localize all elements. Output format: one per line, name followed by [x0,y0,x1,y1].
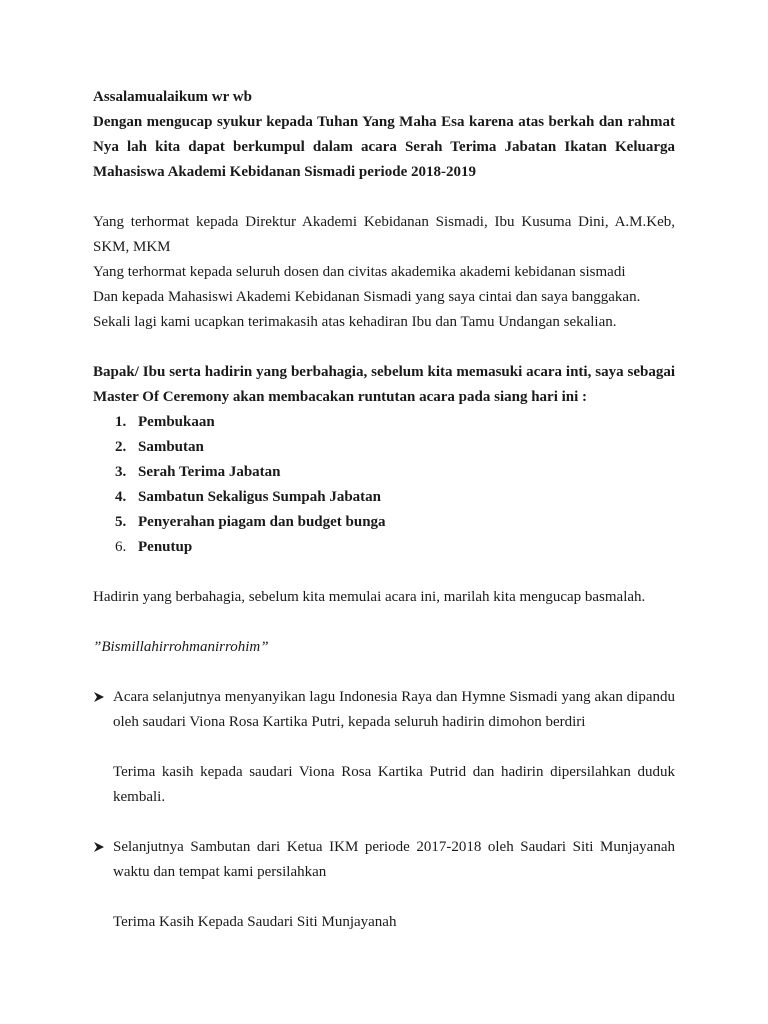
agenda-item-text: Serah Terima Jabatan [138,464,281,480]
thanks-text-2: Terima Kasih Kepada Saudari Siti Munjayanah [113,914,397,930]
agenda-item [93,435,675,460]
thanks-block-1 [93,760,675,810]
agenda-item [93,485,675,510]
agenda-intro: Bapak/ Ibu serta hadirin yang berbahagia, sebelum kita memasuki acara inti, saya sebagai Master Of Ceremony akan membacakan runtutan acara pada siang hari ini : [93,364,675,405]
agenda-item-number: 4. [115,489,127,505]
bullet-text-speech: Selanjutnya Sambutan dari Ketua IKM periode 2017-2018 oleh Saudari Siti Munjayanah waktu dan tempat kami persilahkan [113,839,675,880]
intro-paragraph: Dengan mengucap syukur kepada Tuhan Yang Maha Esa karena atas berkah dan rahmat Nya lah kita dapat berkumpul dalam acara Serah Terima Jabatan Ikatan Keluarga Mahasiswa Akademi Kebidanan Sismadi periode 2018-2019 [93,114,675,180]
agenda-item-text: Penyerahan piagam dan budget bunga [138,514,386,530]
respect-line-thanks: Sekali lagi kami ucapkan terimakasih atas kehadiran Ibu dan Tamu Undangan sekalian. [93,314,617,330]
agenda-item-number: 1. [115,414,127,430]
agenda-item-text: Sambatun Sekaligus Sumpah Jabatan [138,489,382,505]
bullet-item-anthem [93,685,675,735]
document-page [93,85,675,935]
thanks-text-1: Terima kasih kepada saudari Viona Rosa Kartika Putrid dan hadirin dipersilahkan duduk kembali. [113,764,675,805]
agenda-item-number: 6. [115,539,127,555]
bullet-item-speech [93,835,675,885]
agenda-list [93,410,675,560]
agenda-item [93,510,675,535]
basmalah-quote: ”Bismillahirrohmanirrohim” [93,639,269,655]
agenda-item-text: Pembukaan [138,414,215,430]
agenda-item [93,535,675,560]
agenda-item-number: 3. [115,464,127,480]
bullet-text-anthem: Acara selanjutnya menyanyikan lagu Indonesia Raya dan Hymne Sismadi yang akan dipandu oleh saudari Viona Rosa Kartika Putri, kepada seluruh hadirin dimohon berdiri [113,689,675,730]
basmalah-intro: Hadirin yang berbahagia, sebelum kita memulai acara ini, marilah kita mengucap basmalah. [93,589,646,605]
arrow-bullet-icon [93,691,105,703]
arrow-bullet-icon [93,841,105,853]
respect-line-lecturers: Yang terhormat kepada seluruh dosen dan civitas akademika akademi kebidanan sismadi [93,264,626,280]
agenda-item-number: 2. [115,439,127,455]
agenda-item [93,410,675,435]
agenda-item [93,460,675,485]
agenda-item-text: Sambutan [138,439,204,455]
agenda-item-text: Penutup [138,539,193,555]
respect-line-students: Dan kepada Mahasiswi Akademi Kebidanan Sismadi yang saya cintai dan saya banggakan. [93,289,641,305]
respect-line-director: Yang terhormat kepada Direktur Akademi Kebidanan Sismadi, Ibu Kusuma Dini, A.M.Keb, SKM, MKM [93,214,675,255]
greeting: Assalamualaikum wr wb [93,89,252,105]
thanks-block-2 [93,910,675,935]
agenda-item-number: 5. [115,514,127,530]
